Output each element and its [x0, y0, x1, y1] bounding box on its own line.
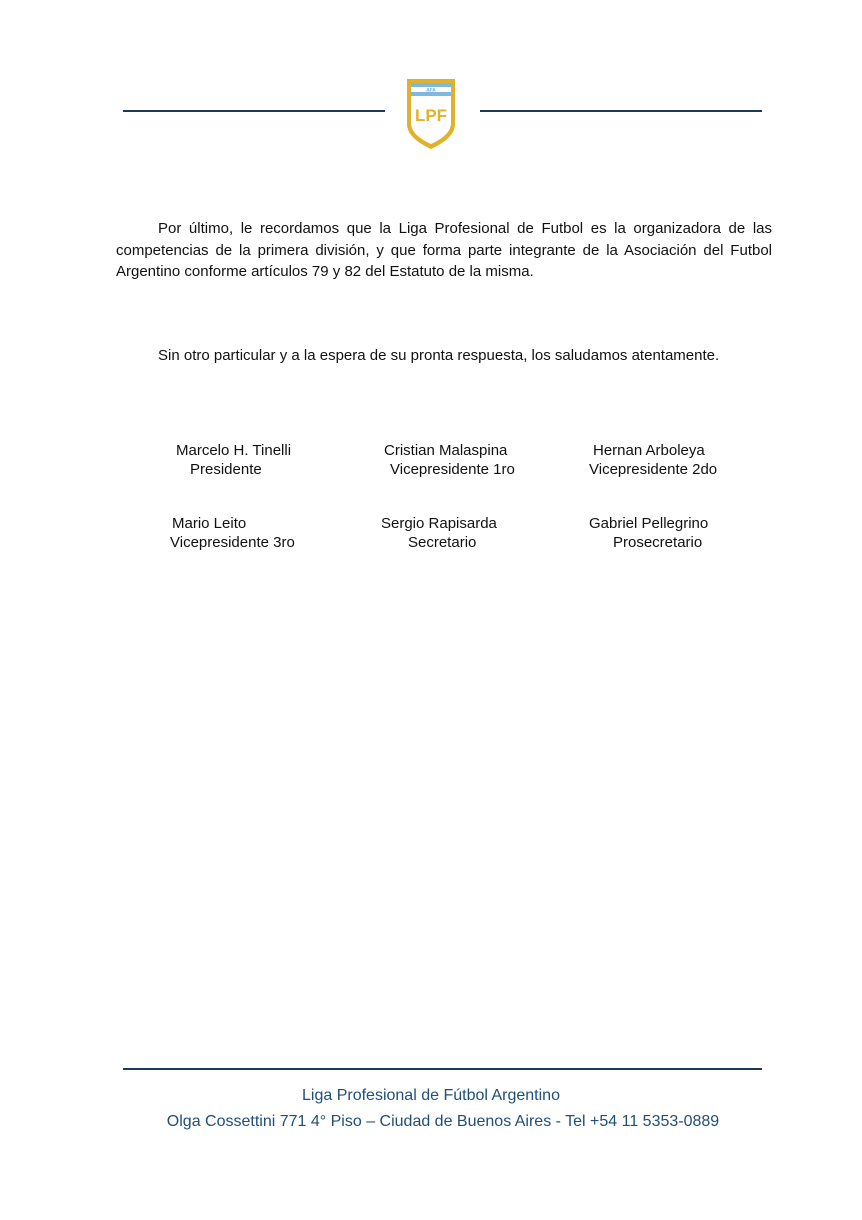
farewell-paragraph: Sin otro particular y a la espera de su pronta respuesta, los saludamos atentamente. — [158, 347, 720, 364]
footer-address: Olga Cossettini 771 4° Piso – Ciudad de Buenos Aires - Tel +54 11 5353-0889 — [166, 1113, 720, 1130]
signatory-name: Marcelo H. Tinelli — [176, 442, 292, 459]
signatory-name: Gabriel Pellegrino — [589, 515, 709, 532]
lpf-crest-icon — [405, 78, 457, 150]
footer-rule — [123, 1068, 762, 1070]
signatory-name: Hernan Arboleya — [593, 442, 705, 459]
signatory-role: Vicepresidente 2do — [589, 461, 718, 478]
signature-block — [381, 514, 497, 552]
signatory-role: Prosecretario — [613, 534, 703, 551]
signatory-name: Sergio Rapisarda — [381, 515, 497, 532]
header-rule-right — [480, 110, 762, 112]
signature-block — [384, 441, 515, 479]
signatory-name: Mario Leito — [172, 515, 247, 532]
logo-mark-text: LPF — [414, 106, 448, 125]
signature-block — [589, 514, 708, 552]
signature-block — [176, 441, 291, 479]
signatory-role: Presidente — [190, 461, 262, 478]
signatory-role: Vicepresidente 1ro — [390, 461, 515, 478]
signatory-role: Vicepresidente 3ro — [170, 534, 295, 551]
signature-block — [589, 441, 718, 479]
closing-paragraph: Por último, le recordamos que la Liga Profesional de Futbol es la organizadora de las competencias de la primera división, y que forma parte integrante de la Asociación del Futbol Argentino conforme artículos 79 y 82 del Estatuto de la misma. — [116, 220, 772, 280]
signature-block — [172, 514, 295, 552]
signatory-name: Cristian Malaspina — [384, 442, 508, 459]
footer-org-name: Liga Profesional de Fútbol Argentino — [302, 1087, 560, 1104]
signatory-role: Secretario — [408, 534, 477, 551]
logo-badge-text: AFA — [426, 88, 436, 94]
header-rule-left — [123, 110, 385, 112]
